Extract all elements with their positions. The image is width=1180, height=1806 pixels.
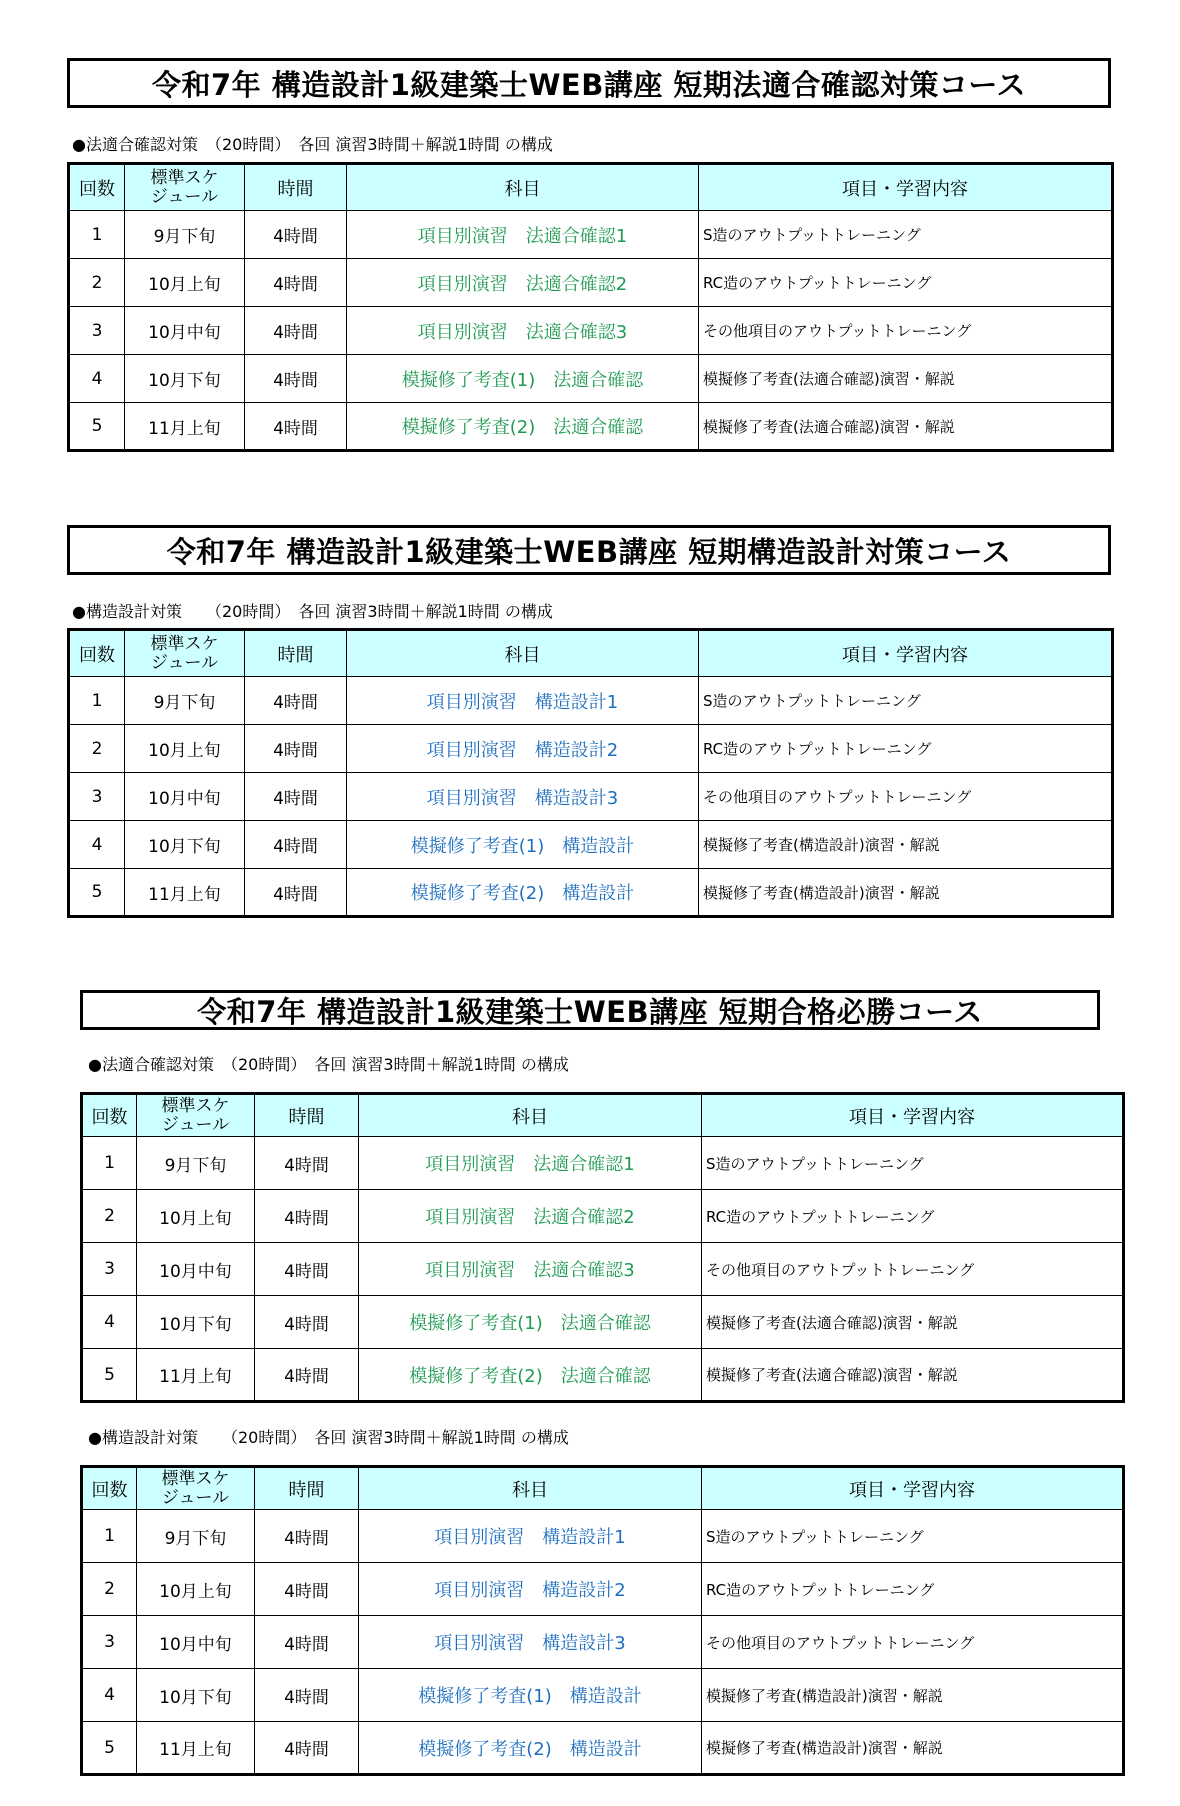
cell-subject: 項目別演習 構造設計3 bbox=[347, 773, 699, 821]
cell-round: 1 bbox=[82, 1510, 137, 1563]
cell-schedule: 11月上旬 bbox=[125, 869, 245, 917]
table-row bbox=[69, 821, 1113, 869]
cell-round: 3 bbox=[69, 773, 125, 821]
cell-subject: 項目別演習 法適合確認2 bbox=[347, 259, 699, 307]
cell-hours: 4時間 bbox=[255, 1243, 359, 1296]
schedule-table bbox=[80, 1465, 1125, 1776]
cell-subject: 項目別演習 法適合確認3 bbox=[347, 307, 699, 355]
course-title: 令和7年 構造設計1級建築士WEB講座 短期法適合確認対策コース bbox=[67, 58, 1111, 108]
cell-hours: 4時間 bbox=[245, 211, 347, 259]
cell-schedule: 10月下旬 bbox=[137, 1669, 255, 1722]
cell-content: その他項目のアウトプットトレーニング bbox=[702, 1243, 1124, 1296]
table-header-row bbox=[69, 630, 1113, 677]
cell-content: S造のアウトプットトレーニング bbox=[699, 211, 1113, 259]
table-row bbox=[69, 307, 1113, 355]
cell-content: RC造のアウトプットトレーニング bbox=[702, 1563, 1124, 1616]
header-round: 回数 bbox=[69, 164, 125, 211]
table-row bbox=[82, 1190, 1124, 1243]
table-header-row bbox=[69, 164, 1113, 211]
table-row bbox=[82, 1137, 1124, 1190]
header-subject: 科目 bbox=[347, 630, 699, 677]
cell-hours: 4時間 bbox=[255, 1510, 359, 1563]
table-row bbox=[69, 259, 1113, 307]
table-row bbox=[69, 773, 1113, 821]
cell-subject: 項目別演習 法適合確認1 bbox=[347, 211, 699, 259]
schedule-table bbox=[67, 162, 1114, 452]
cell-content: RC造のアウトプットトレーニング bbox=[699, 259, 1113, 307]
cell-schedule: 10月上旬 bbox=[137, 1563, 255, 1616]
header-round: 回数 bbox=[82, 1467, 137, 1510]
table-row bbox=[69, 869, 1113, 917]
cell-schedule: 10月下旬 bbox=[137, 1296, 255, 1349]
table-row bbox=[82, 1243, 1124, 1296]
cell-content: その他項目のアウトプットトレーニング bbox=[699, 773, 1113, 821]
cell-schedule: 10月上旬 bbox=[125, 259, 245, 307]
cell-schedule: 10月上旬 bbox=[137, 1190, 255, 1243]
cell-content: RC造のアウトプットトレーニング bbox=[699, 725, 1113, 773]
cell-schedule: 10月中旬 bbox=[137, 1243, 255, 1296]
cell-hours: 4時間 bbox=[245, 355, 347, 403]
header-round: 回数 bbox=[82, 1094, 137, 1137]
table-row bbox=[69, 403, 1113, 451]
table-row bbox=[69, 677, 1113, 725]
cell-schedule: 10月上旬 bbox=[125, 725, 245, 773]
cell-subject: 項目別演習 構造設計1 bbox=[359, 1510, 702, 1563]
header-subject: 科目 bbox=[347, 164, 699, 211]
cell-schedule: 11月上旬 bbox=[137, 1349, 255, 1402]
cell-content: 模擬修了考査(法適合確認)演習・解説 bbox=[702, 1296, 1124, 1349]
cell-schedule: 11月上旬 bbox=[137, 1722, 255, 1775]
cell-round: 2 bbox=[69, 725, 125, 773]
cell-subject: 模擬修了考査(2) 構造設計 bbox=[359, 1722, 702, 1775]
table-row bbox=[69, 725, 1113, 773]
table-row bbox=[82, 1616, 1124, 1669]
header-content: 項目・学習内容 bbox=[702, 1094, 1124, 1137]
cell-hours: 4時間 bbox=[255, 1190, 359, 1243]
cell-hours: 4時間 bbox=[255, 1349, 359, 1402]
cell-hours: 4時間 bbox=[245, 773, 347, 821]
cell-hours: 4時間 bbox=[245, 307, 347, 355]
table-header-row bbox=[82, 1467, 1124, 1510]
table-row bbox=[82, 1510, 1124, 1563]
header-content: 項目・学習内容 bbox=[702, 1467, 1124, 1510]
schedule-table bbox=[67, 628, 1114, 918]
cell-subject: 項目別演習 法適合確認3 bbox=[359, 1243, 702, 1296]
cell-round: 1 bbox=[69, 211, 125, 259]
cell-content: 模擬修了考査(構造設計)演習・解説 bbox=[702, 1722, 1124, 1775]
table-row bbox=[82, 1563, 1124, 1616]
cell-content: S造のアウトプットトレーニング bbox=[702, 1510, 1124, 1563]
cell-round: 3 bbox=[82, 1616, 137, 1669]
cell-hours: 4時間 bbox=[255, 1616, 359, 1669]
cell-subject: 模擬修了考査(2) 法適合確認 bbox=[359, 1349, 702, 1402]
cell-round: 3 bbox=[82, 1243, 137, 1296]
header-hours: 時間 bbox=[255, 1094, 359, 1137]
table-row bbox=[82, 1349, 1124, 1402]
cell-round: 2 bbox=[69, 259, 125, 307]
table-caption: ●構造設計対策 （20時間） 各回 演習3時間＋解説1時間 の構成 bbox=[88, 1428, 569, 1447]
cell-schedule: 10月中旬 bbox=[125, 307, 245, 355]
cell-content: 模擬修了考査(法適合確認)演習・解説 bbox=[702, 1349, 1124, 1402]
cell-hours: 4時間 bbox=[255, 1669, 359, 1722]
cell-content: 模擬修了考査(構造設計)演習・解説 bbox=[699, 869, 1113, 917]
cell-round: 4 bbox=[69, 821, 125, 869]
cell-schedule: 9月下旬 bbox=[125, 677, 245, 725]
cell-hours: 4時間 bbox=[245, 725, 347, 773]
cell-schedule: 10月下旬 bbox=[125, 821, 245, 869]
cell-hours: 4時間 bbox=[245, 869, 347, 917]
cell-round: 2 bbox=[82, 1190, 137, 1243]
cell-subject: 項目別演習 構造設計2 bbox=[347, 725, 699, 773]
header-content: 項目・学習内容 bbox=[699, 630, 1113, 677]
header-hours: 時間 bbox=[255, 1467, 359, 1510]
cell-schedule: 10月中旬 bbox=[125, 773, 245, 821]
table-row bbox=[69, 211, 1113, 259]
header-round: 回数 bbox=[69, 630, 125, 677]
cell-content: 模擬修了考査(構造設計)演習・解説 bbox=[702, 1669, 1124, 1722]
table-row bbox=[69, 355, 1113, 403]
cell-content: 模擬修了考査(法適合確認)演習・解説 bbox=[699, 355, 1113, 403]
cell-subject: 項目別演習 構造設計3 bbox=[359, 1616, 702, 1669]
cell-subject: 項目別演習 構造設計2 bbox=[359, 1563, 702, 1616]
cell-content: RC造のアウトプットトレーニング bbox=[702, 1190, 1124, 1243]
cell-hours: 4時間 bbox=[255, 1563, 359, 1616]
cell-content: S造のアウトプットトレーニング bbox=[702, 1137, 1124, 1190]
header-subject: 科目 bbox=[359, 1467, 702, 1510]
header-schedule: 標準スケ ジュール bbox=[137, 1467, 255, 1510]
cell-content: その他項目のアウトプットトレーニング bbox=[702, 1616, 1124, 1669]
cell-round: 5 bbox=[82, 1349, 137, 1402]
schedule-table bbox=[80, 1092, 1125, 1403]
cell-content: その他項目のアウトプットトレーニング bbox=[699, 307, 1113, 355]
table-header-row bbox=[82, 1094, 1124, 1137]
cell-hours: 4時間 bbox=[245, 259, 347, 307]
header-hours: 時間 bbox=[245, 630, 347, 677]
cell-round: 1 bbox=[69, 677, 125, 725]
cell-content: 模擬修了考査(構造設計)演習・解説 bbox=[699, 821, 1113, 869]
cell-schedule: 9月下旬 bbox=[125, 211, 245, 259]
table-caption: ●法適合確認対策 （20時間） 各回 演習3時間＋解説1時間 の構成 bbox=[72, 135, 553, 154]
cell-schedule: 10月中旬 bbox=[137, 1616, 255, 1669]
cell-round: 5 bbox=[69, 869, 125, 917]
cell-schedule: 10月下旬 bbox=[125, 355, 245, 403]
cell-schedule: 9月下旬 bbox=[137, 1137, 255, 1190]
table-caption: ●法適合確認対策 （20時間） 各回 演習3時間＋解説1時間 の構成 bbox=[88, 1055, 569, 1074]
cell-round: 4 bbox=[82, 1296, 137, 1349]
cell-subject: 模擬修了考査(2) 法適合確認 bbox=[347, 403, 699, 451]
cell-hours: 4時間 bbox=[245, 403, 347, 451]
header-hours: 時間 bbox=[245, 164, 347, 211]
course-title: 令和7年 構造設計1級建築士WEB講座 短期構造設計対策コース bbox=[67, 525, 1111, 575]
cell-round: 4 bbox=[82, 1669, 137, 1722]
cell-schedule: 9月下旬 bbox=[137, 1510, 255, 1563]
cell-subject: 項目別演習 法適合確認2 bbox=[359, 1190, 702, 1243]
cell-round: 2 bbox=[82, 1563, 137, 1616]
cell-schedule: 11月上旬 bbox=[125, 403, 245, 451]
cell-hours: 4時間 bbox=[255, 1722, 359, 1775]
header-subject: 科目 bbox=[359, 1094, 702, 1137]
table-row bbox=[82, 1669, 1124, 1722]
course-title: 令和7年 構造設計1級建築士WEB講座 短期合格必勝コース bbox=[80, 990, 1100, 1030]
header-schedule: 標準スケ ジュール bbox=[125, 164, 245, 211]
cell-content: 模擬修了考査(法適合確認)演習・解説 bbox=[699, 403, 1113, 451]
table-row bbox=[82, 1722, 1124, 1775]
cell-round: 1 bbox=[82, 1137, 137, 1190]
cell-hours: 4時間 bbox=[255, 1296, 359, 1349]
cell-subject: 項目別演習 法適合確認1 bbox=[359, 1137, 702, 1190]
cell-content: S造のアウトプットトレーニング bbox=[699, 677, 1113, 725]
cell-subject: 模擬修了考査(1) 法適合確認 bbox=[347, 355, 699, 403]
cell-subject: 項目別演習 構造設計1 bbox=[347, 677, 699, 725]
cell-subject: 模擬修了考査(1) 法適合確認 bbox=[359, 1296, 702, 1349]
cell-hours: 4時間 bbox=[245, 821, 347, 869]
cell-hours: 4時間 bbox=[255, 1137, 359, 1190]
cell-round: 3 bbox=[69, 307, 125, 355]
cell-subject: 模擬修了考査(1) 構造設計 bbox=[347, 821, 699, 869]
header-content: 項目・学習内容 bbox=[699, 164, 1113, 211]
cell-round: 4 bbox=[69, 355, 125, 403]
table-caption: ●構造設計対策 （20時間） 各回 演習3時間＋解説1時間 の構成 bbox=[72, 602, 553, 621]
header-schedule: 標準スケ ジュール bbox=[125, 630, 245, 677]
cell-subject: 模擬修了考査(1) 構造設計 bbox=[359, 1669, 702, 1722]
cell-round: 5 bbox=[69, 403, 125, 451]
cell-round: 5 bbox=[82, 1722, 137, 1775]
header-schedule: 標準スケ ジュール bbox=[137, 1094, 255, 1137]
cell-hours: 4時間 bbox=[245, 677, 347, 725]
table-row bbox=[82, 1296, 1124, 1349]
cell-subject: 模擬修了考査(2) 構造設計 bbox=[347, 869, 699, 917]
